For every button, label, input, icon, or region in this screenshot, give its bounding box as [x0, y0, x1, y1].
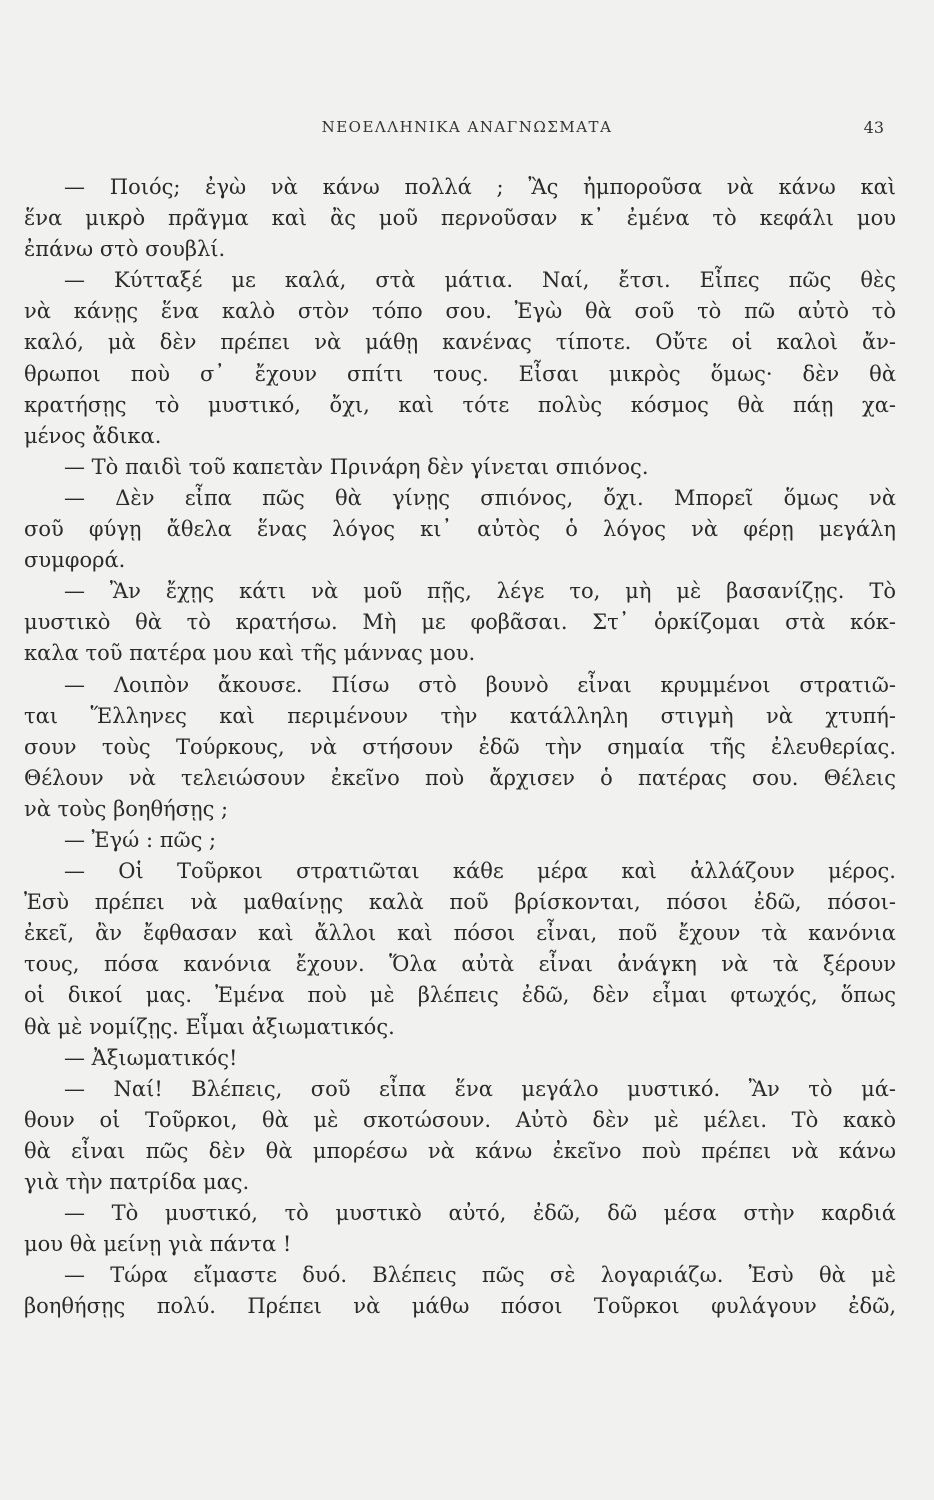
- text-line: νὰ κάνῃς ἕνα καλὸ στὸν τόπο σου. Ἐγὼ θὰ σοῦ τὸ πῶ αὐτὸ τὸ: [24, 299, 896, 324]
- text-line: — Λοιπὸν ἄκουσε. Πίσω στὸ βουνὸ εἶναι κρυμμένοι στρατιῶ-: [64, 672, 896, 697]
- text-line: — Ποιός; ἐγὼ νὰ κάνω πολλά ; Ἂς ἠμποροῦσα νὰ κάνω καὶ: [64, 175, 896, 199]
- text-line: θουν οἱ Τοῦρκοι, θὰ μὲ σκοτώσουν. Αὐτὸ δὲν μὲ μέλει. Τὸ κακὸ: [24, 1107, 896, 1132]
- text-line: — Κύτταξέ με καλά, στὰ μάτια. Ναί, ἔτσι. Εἶπες πῶς θὲς: [64, 268, 896, 293]
- text-line: ἐπάνω στὸ σουβλί.: [24, 237, 226, 262]
- text-line: — Ἀξιωματικός!: [64, 1045, 238, 1070]
- text-line: Ἐσὺ πρέπει νὰ μαθαίνῃς καλὰ ποῦ βρίσκονται, πόσοι ἐδῶ, πόσοι-: [24, 890, 896, 915]
- text-line: μου θὰ μείνῃ γιὰ πάντα !: [24, 1232, 292, 1257]
- text-line: — Ναί! Βλέπεις, σοῦ εἶπα ἕνα μεγάλο μυστικό. Ἂν τὸ μά-: [64, 1076, 896, 1101]
- text-line: τους, πόσα κανόνια ἔχουν. Ὅλα αὐτὰ εἶναι ἀνάγκη νὰ τὰ ξέρουν: [24, 952, 896, 977]
- page-number: 43: [863, 118, 884, 137]
- text-line: — Ἂν ἔχῃς κάτι νὰ μοῦ πῇς, λέγε το, μὴ μὲ βασανίζῃς. Τὸ: [64, 579, 896, 604]
- text-line: θὰ μὲ νομίζῃς. Εἶμαι ἀξιωματικός.: [24, 1014, 395, 1039]
- text-line: θρωποι ποὺ σ᾽ ἔχουν σπίτι τους. Εἶσαι μικρὸς ὅμως· δὲν θὰ: [24, 361, 896, 386]
- text-line: Θέλουν νὰ τελειώσουν ἐκεῖνο ποὺ ἄρχισεν ὁ πατέρας σου. Θέλεις: [24, 765, 896, 790]
- text-line: — Τὸ παιδὶ τοῦ καπετὰν Πρινάρη δὲν γίνεται σπιόνος.: [64, 454, 649, 479]
- body-text: [24, 172, 896, 1322]
- text-line: — Δὲν εἶπα πῶς θὰ γίνῃς σπιόνος, ὄχι. Μπορεῖ ὅμως νὰ: [64, 485, 896, 510]
- running-title: ΝΕΟΕΛΛΗΝΙΚΑ ΑΝΑΓΝΩΣΜΑΤΑ: [321, 118, 613, 136]
- text-line: σοῦ φύγῃ ἄθελα ἕνας λόγος κι᾽ αὐτὸς ὁ λόγος νὰ φέρῃ μεγάλη: [24, 517, 896, 542]
- text-line: γιὰ τὴν πατρίδα μας.: [24, 1170, 250, 1194]
- text-line: οἱ δικοί μας. Ἐμένα ποὺ μὲ βλέπεις ἐδῶ, δὲν εἶμαι φτωχός, ὅπως: [24, 983, 896, 1008]
- text-line: ται Ἕλληνες καὶ περιμένουν τὴν κατάλληλη στιγμὴ νὰ χτυπή-: [24, 703, 896, 728]
- text-line: συμφορά.: [24, 548, 126, 573]
- text-line: — Ἐγώ : πῶς ;: [64, 827, 217, 852]
- text-line: καλα τοῦ πατέρα μου καὶ τῆς μάννας μου.: [24, 641, 476, 666]
- text-line: καλό, μὰ δὲν πρέπει νὰ μάθῃ κανένας τίποτε. Οὔτε οἱ καλοὶ ἄν-: [24, 330, 896, 355]
- text-line: κρατήσῃς τὸ μυστικό, ὄχι, καὶ τότε πολὺς κόσμος θὰ πάῃ χα-: [24, 392, 896, 417]
- running-header: [0, 118, 934, 142]
- text-line: — Τὸ μυστικό, τὸ μυστικὸ αὐτό, ἐδῶ, δῶ μέσα στὴν καρδιά: [64, 1201, 896, 1226]
- text-line: βοηθήσῃς πολύ. Πρέπει νὰ μάθω πόσοι Τοῦρκοι φυλάγουν ἐδῶ,: [24, 1294, 896, 1319]
- text-line: νὰ τοὺς βοηθήσῃς ;: [24, 796, 229, 821]
- text-line: μυστικὸ θὰ τὸ κρατήσω. Μὴ με φοβᾶσαι. Στ᾽ ὁρκίζομαι στὰ κόκ-: [24, 610, 896, 635]
- text-line: — Τώρα εἴμαστε δυό. Βλέπεις πῶς σὲ λογαριάζω. Ἐσὺ θὰ μὲ: [64, 1263, 896, 1288]
- text-line: θὰ εἶναι πῶς δὲν θὰ μπορέσω νὰ κάνω ἐκεῖνο ποὺ πρέπει νὰ κάνω: [24, 1138, 896, 1163]
- text-line: ἐκεῖ, ἂν ἔφθασαν καὶ ἄλλοι καὶ πόσοι εἶναι, ποῦ ἔχουν τὰ κανόνια: [24, 921, 896, 946]
- text-line: μένος ἄδικα.: [24, 423, 162, 448]
- text-line: — Οἱ Τοῦρκοι στρατιῶται κάθε μέρα καὶ ἀλλάζουν μέρος.: [64, 859, 896, 884]
- text-line: ἕνα μικρὸ πρᾶγμα καὶ ἂς μοῦ περνοῦσαν κ᾽ ἐμένα τὸ κεφάλι μου: [24, 206, 896, 231]
- text-line: σουν τοὺς Τούρκους, νὰ στήσουν ἐδῶ τὴν σημαία τῆς ἐλευθερίας.: [24, 734, 896, 759]
